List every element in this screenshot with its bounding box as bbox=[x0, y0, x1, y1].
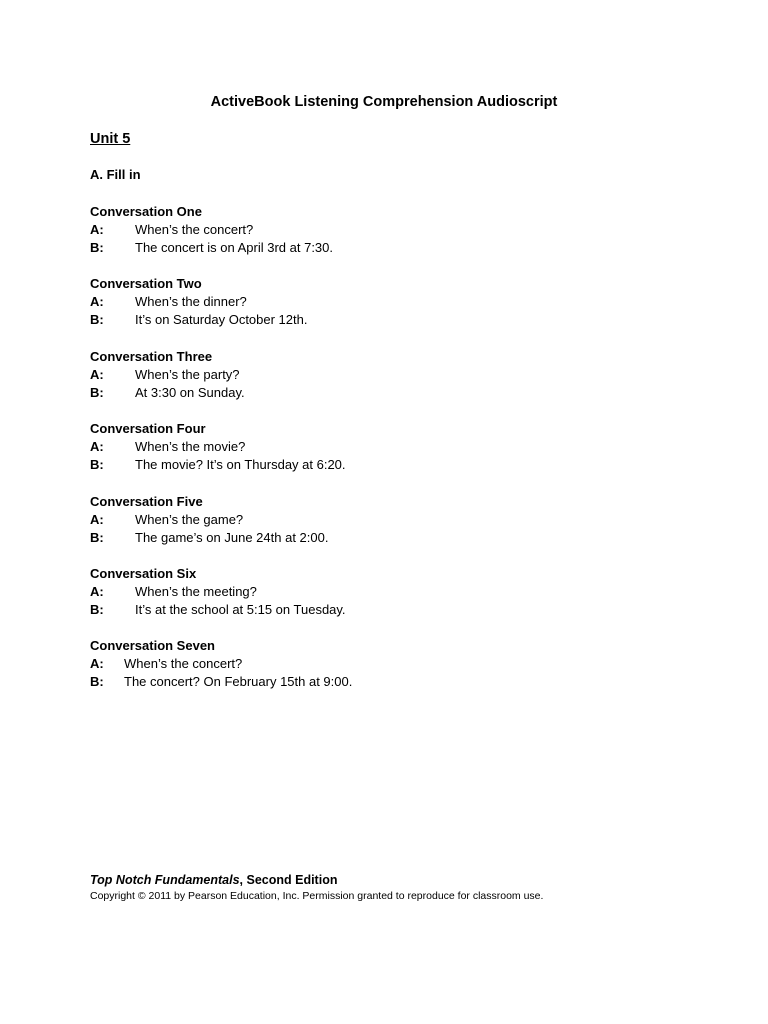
utterance-text: When’s the dinner? bbox=[135, 294, 247, 310]
speaker-label: A: bbox=[90, 222, 104, 237]
speaker-label: B: bbox=[90, 312, 104, 328]
dialogue-line bbox=[90, 529, 690, 547]
conversation-five bbox=[90, 493, 690, 565]
dialogue-line bbox=[90, 366, 690, 384]
book-title: Top Notch Fundamentals bbox=[90, 873, 240, 887]
conversation-title: Conversation Two bbox=[90, 276, 202, 292]
conversation-list bbox=[90, 203, 690, 710]
dialogue-line bbox=[90, 438, 690, 456]
speaker-label: A: bbox=[90, 583, 104, 599]
conversation-two bbox=[90, 275, 690, 347]
speaker-label: B: bbox=[90, 457, 104, 473]
dialogue-line bbox=[90, 384, 690, 402]
page-footer bbox=[90, 872, 690, 903]
speaker-label: B: bbox=[90, 240, 104, 255]
conversation-title: Conversation Four bbox=[90, 421, 206, 437]
utterance-text: At 3:30 on Sunday. bbox=[135, 384, 245, 400]
dialogue-line bbox=[90, 221, 690, 239]
utterance-text: The concert? On February 15th at 9:00. bbox=[124, 674, 353, 690]
footer-title bbox=[90, 872, 690, 888]
utterance-text: It’s at the school at 5:15 on Tuesday. bbox=[135, 601, 346, 617]
dialogue-line bbox=[90, 293, 690, 311]
speaker-label: A: bbox=[90, 294, 104, 310]
utterance-text: When’s the game? bbox=[135, 511, 244, 527]
conversation-three bbox=[90, 348, 690, 420]
conversation-title: Conversation One bbox=[90, 204, 202, 219]
speaker-label: B: bbox=[90, 384, 104, 400]
dialogue-line bbox=[90, 511, 690, 529]
utterance-text: The concert is on April 3rd at 7:30. bbox=[135, 240, 333, 255]
speaker-label: B: bbox=[90, 601, 104, 617]
utterance-text: The movie? It’s on Thursday at 6:20. bbox=[135, 457, 346, 473]
conversation-title: Conversation Five bbox=[90, 493, 203, 509]
document-title: ActiveBook Listening Comprehension Audioscript bbox=[210, 94, 558, 110]
dialogue-line bbox=[90, 655, 690, 673]
utterance-text: When’s the concert? bbox=[124, 656, 243, 672]
dialogue-line bbox=[90, 673, 690, 691]
utterance-text: When’s the concert? bbox=[135, 222, 254, 237]
speaker-label: A: bbox=[90, 656, 104, 672]
utterance-text: The game’s on June 24th at 2:00. bbox=[135, 529, 329, 545]
unit-heading: Unit 5 bbox=[90, 131, 131, 147]
book-edition: , Second Edition bbox=[239, 873, 338, 887]
utterance-text: When’s the party? bbox=[135, 366, 240, 382]
dialogue-line bbox=[90, 311, 690, 329]
dialogue-line bbox=[90, 239, 690, 257]
conversation-four bbox=[90, 420, 690, 492]
conversation-title: Conversation Seven bbox=[90, 638, 215, 654]
dialogue-line bbox=[90, 583, 690, 601]
utterance-text: When’s the meeting? bbox=[135, 583, 257, 599]
speaker-label: B: bbox=[90, 674, 104, 690]
conversation-title: Conversation Six bbox=[90, 565, 197, 581]
dialogue-line bbox=[90, 601, 690, 619]
conversation-six bbox=[90, 565, 690, 637]
speaker-label: A: bbox=[90, 366, 104, 382]
speaker-label: A: bbox=[90, 511, 104, 527]
dialogue-line bbox=[90, 456, 690, 474]
utterance-text: When’s the movie? bbox=[135, 439, 246, 455]
conversation-title: Conversation Three bbox=[90, 348, 213, 364]
conversation-seven bbox=[90, 637, 690, 709]
conversation-one bbox=[90, 203, 690, 275]
speaker-label: B: bbox=[90, 529, 104, 545]
speaker-label: A: bbox=[90, 439, 104, 455]
utterance-text: It’s on Saturday October 12th. bbox=[135, 312, 308, 328]
copyright-notice: Copyright © 2011 by Pearson Education, Inc. Permission granted to reproduce for classroom use. bbox=[90, 890, 544, 902]
section-heading: A. Fill in bbox=[90, 167, 141, 182]
